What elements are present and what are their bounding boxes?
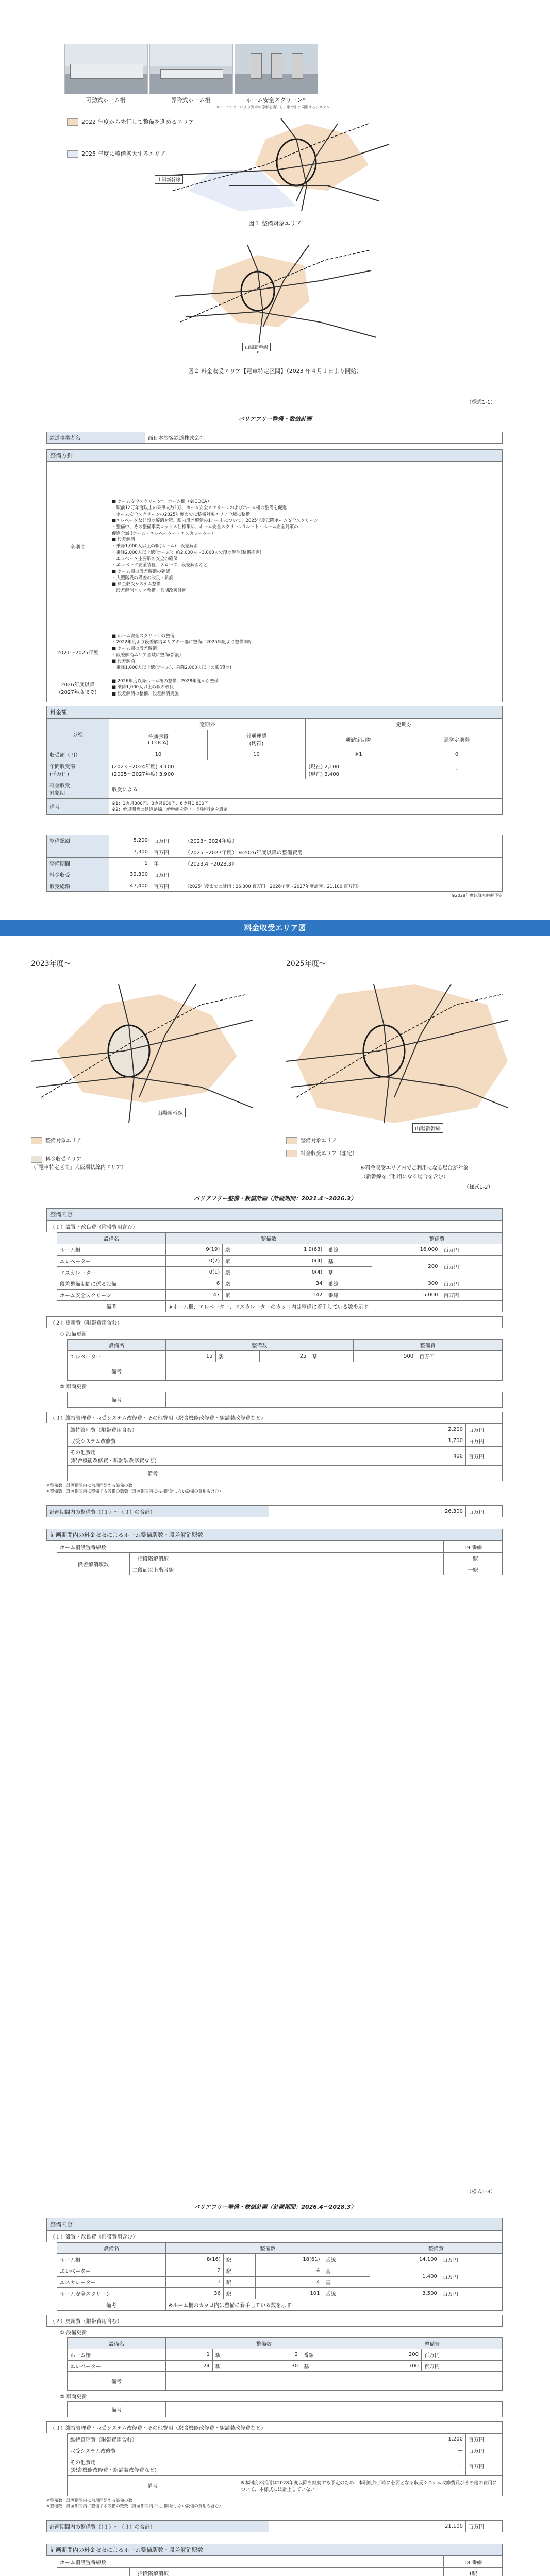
f3-maint1-unit: 百万円 — [466, 2445, 503, 2456]
fare-sub-1: 普通運賃 (ICOCA) — [109, 730, 208, 749]
f3-maint0-value: 1,200 — [238, 2434, 466, 2445]
legend-swatch-beige-3 — [286, 1137, 297, 1144]
fig3-right-map — [281, 974, 513, 1128]
overall-label: 全期間 — [47, 462, 109, 631]
fig3-right-title: 2025年度～ — [286, 960, 326, 968]
f3-upd0-unit2: 番線 — [301, 2349, 362, 2361]
f2-maint2-label: その他費用 (駅舎機能改修費・駅舗装改修費など) — [68, 1447, 238, 1466]
form2-col-cost: 整備費 — [372, 1233, 502, 1244]
summary-unit-2: 年 — [151, 858, 182, 869]
fare-type-header: 券種 — [47, 719, 109, 749]
form3-header: 整備内容 — [46, 2218, 503, 2230]
f2-upd0-cunit: 百万円 — [416, 1351, 503, 1362]
f3-row1-name: エレベーター — [57, 2265, 166, 2277]
form2-sec1: （１）設置・改良費（附帯費用含む） — [46, 1221, 503, 1232]
form2-total-unit: 百万円 — [466, 1506, 503, 1517]
summary-value-2: 5 — [109, 858, 151, 869]
f3-row0-cost: 14,100 — [370, 2254, 440, 2265]
form3-sec1: （１）設置・改良費（附帯費用含む） — [46, 2230, 503, 2242]
f2-upd-col-num: 整備数 — [166, 1340, 354, 1351]
f3-row3-unit2: 番線 — [323, 2288, 370, 2299]
form2-col-name: 設備名 — [57, 1233, 166, 1244]
photo-label-2: 昇降式ホーム柵 — [171, 97, 211, 104]
f2-row2-cunit: 百万円 — [441, 1256, 502, 1278]
photo-platform-safety-screen — [235, 44, 318, 94]
table-row — [68, 1447, 503, 1466]
fare-label: 料金額 — [46, 706, 503, 718]
form2-header: 整備内容 — [46, 1208, 503, 1221]
f2-row4-unit1: 駅 — [223, 1290, 254, 1301]
f2-row0-unit1: 駅 — [223, 1244, 254, 1256]
f3-row3-cunit: 百万円 — [440, 2288, 502, 2299]
fig1-caption: 図１ 整備対象エリア — [248, 220, 302, 227]
table-row — [57, 2288, 503, 2299]
summary-value-4: 47,400 — [109, 880, 151, 892]
f3-upd0-cost: 200 — [362, 2349, 421, 2361]
summary-label-2: 整備期間 — [47, 858, 109, 869]
table-row — [68, 1351, 503, 1362]
period1-text: ■ ホーム安全スクリーンの整備 ・2022年度より段差解消エリアの一部に整備、2025年度より整備開始 ■ ホーム柵の段差解消 ・段差解消エリア全域に整備(新設) ■ 段差解消 ・乗降1,000人以上駅(ホーム)、乗降2,000人以上の駅(段差) — [109, 631, 503, 673]
f2-maint-remark: 備考 — [68, 1466, 238, 1481]
f2-upd0-num2: 25 — [259, 1351, 309, 1362]
photo-label-1: 可動式ホーム柵 — [86, 97, 126, 104]
f3-maint2-value: — — [238, 2456, 466, 2476]
period2-text: ■ 2026年度以降ホーム柵の整備、2028年度から整備 ■ 乗降1,000人以上の駅の改良 ■ 段差解消の整備、段差解消実施 — [109, 673, 503, 702]
fare-row3-value: 収受による — [109, 779, 503, 799]
f2-row4-cost: 5,000 — [372, 1290, 441, 1301]
fare-sub-4: 通学定期券 — [411, 730, 503, 749]
table-row — [68, 2349, 503, 2361]
f3-maint1-value: — — [238, 2445, 466, 2456]
f3-row0-unit2: 番線 — [323, 2254, 370, 2265]
summary-footnote: ※2028年度以降も継続予定 — [451, 893, 503, 898]
f2-row1-unit2: 基 — [325, 1256, 372, 1267]
f3-row2-num1: 1 — [166, 2277, 224, 2288]
f3-maint0-label: 維持管理費（附帯費用含む） — [68, 2434, 238, 2445]
form1-title: バリアフリー整備・数値計画 — [238, 416, 312, 422]
f2-upd0-num1: 15 — [166, 1351, 216, 1362]
form3-sec2b: ② 車両更新 — [60, 2394, 87, 2400]
fare-row3-label: 料金収受 対象期 — [47, 779, 109, 799]
fig3-legend-right-2 — [286, 1149, 357, 1157]
f2-maint0-label: 維持管理費（附帯費用含む） — [68, 1424, 238, 1435]
form2-number: （様式1-2） — [464, 1184, 493, 1190]
form2-sec2b: ② 車両更新 — [60, 1384, 87, 1390]
f3-upd-col-cost: 整備費 — [362, 2338, 502, 2349]
form2-tbl2-title: 計画期間内の料金収収によるホーム整備駅数・段差解消駅数 — [46, 1529, 503, 1541]
f3-row2-unit2: 基 — [323, 2277, 370, 2288]
f3-upd1-cost: 700 — [362, 2361, 421, 2372]
fig3-legend-right-2-text: 料金収受エリア（想定） — [301, 1151, 357, 1157]
fig2-rail-map — [155, 234, 392, 358]
photo-movable-platform-gate — [64, 44, 148, 94]
f2-row3-num2: 34 — [254, 1278, 325, 1290]
fig3-right-shinkansen-label: 山陽新幹線 — [412, 1123, 443, 1133]
f3-upd1-num2: 30 — [254, 2361, 301, 2372]
f3-row0-num1: 8(16) — [166, 2254, 224, 2265]
f3-upd-col-num: 整備数 — [166, 2338, 362, 2349]
f2-row1-num2: 0(4) — [254, 1256, 325, 1267]
form2-footnotes: ※整備数：計画期間内に供用開始する設備の数 ※整備数：計画期間内に整備する設備の数数（計画期間内に供用開始しない設備の費用も含む） — [46, 1483, 223, 1494]
f2-maint1-unit: 百万円 — [466, 1435, 503, 1447]
form3-col-name: 設備名 — [57, 2243, 166, 2254]
form1-summary-section — [46, 835, 503, 899]
f2-row1-num1: 0(2) — [166, 1256, 223, 1267]
company-label: 鉄道事業者名 — [47, 432, 145, 444]
f3-upd-col-name: 設備名 — [68, 2338, 166, 2349]
form3-title: バリアフリー整備・数値計画（計画期間：2026.4～2028.3） — [193, 2204, 357, 2210]
form3-col-num: 整備数 — [166, 2243, 370, 2254]
f3-maint1-label: 収受システム改修費 — [68, 2445, 238, 2456]
form3-col-cost: 整備費 — [370, 2243, 503, 2254]
f3-upd0-num2: 2 — [254, 2349, 301, 2361]
fare-row2-label: 年間収受額 (千万円) — [47, 760, 109, 779]
f2-row4-cunit: 百万円 — [441, 1290, 502, 1301]
fig3-legend-left-2 — [31, 1149, 126, 1171]
table-row — [57, 2254, 503, 2265]
f3-t2-row0-value: 18 番線 — [443, 2556, 502, 2568]
fare-row1-4: 0 — [411, 749, 503, 760]
f2-maint2-unit: 百万円 — [466, 1447, 503, 1466]
f2-row2-cost: 200 — [372, 1256, 441, 1278]
f3-row0-unit1: 駅 — [223, 2254, 255, 2265]
fare-row1-2: 10 — [207, 749, 306, 760]
summary-unit-4: 百万円 — [151, 880, 182, 892]
photo-footnote: ※1：センサーにより列車の停車を検知し、扉や中に同期するシステム — [216, 105, 330, 109]
legend-swatch-gray — [31, 1156, 42, 1163]
f3-row1-num1: 2 — [166, 2265, 224, 2277]
f3-t2-row1-value: 1駅 — [443, 2568, 502, 2576]
f2-row0-name: ホーム柵 — [57, 1244, 166, 1256]
f2-row0-unit2: 番線 — [325, 1244, 372, 1256]
f3-row2-num2: 4 — [255, 2277, 323, 2288]
f3-row2-name: エスカレーター — [57, 2277, 166, 2288]
f2-row4-num1: 47 — [166, 1290, 223, 1301]
f2-sec2b-remark: 備考 — [68, 1392, 166, 1408]
summary-unit-1: 百万円 — [151, 846, 182, 858]
fig3-legend-right-1 — [286, 1136, 337, 1144]
table-row — [57, 1290, 503, 1301]
fig3-left-title: 2023年度～ — [31, 960, 71, 968]
f2-remark-text: ※ホーム柵、エレベーター、エスカレーターのカッコ内は整備に着手している数を示す — [166, 1301, 503, 1312]
fig1-rail-map — [111, 108, 394, 216]
f2-row0-cost: 16,000 — [372, 1244, 441, 1256]
form1-plan-section — [46, 449, 503, 702]
fig2-shinkansen-label: 山陽新幹線 — [242, 343, 271, 351]
f2-t2-row1-value: 一駅 — [443, 1553, 502, 1564]
f3-maint2-label: その他費用 (駅舎機能改修費・駅舗装改修費など) — [68, 2456, 238, 2476]
f3-maint2-unit: 百万円 — [466, 2456, 503, 2476]
fare-note-label: 備考 — [47, 799, 109, 815]
f3-upd1-cunit: 百万円 — [421, 2361, 502, 2372]
summary-value-0: 5,200 — [109, 835, 151, 846]
summary-label-3: 料金収受 — [47, 869, 109, 880]
form2-sec2a: ① 設備更新 — [60, 1332, 87, 1337]
f2-upd0-cost: 500 — [353, 1351, 416, 1362]
photo-label-3: ホーム安全スクリーン* — [246, 97, 306, 104]
form1-number: （様式1-1） — [466, 400, 496, 405]
form3-tbl2-title: 計画期間内の料金収収によるホーム整備駅数・段差解消駅数 — [46, 2544, 503, 2556]
f3-upd1-unit2: 基 — [301, 2361, 362, 2372]
form1-fare-section — [46, 706, 503, 815]
table-row — [68, 1435, 503, 1447]
period2-label: 2026年度以降 (2027年度まで) — [47, 673, 109, 702]
table-row — [68, 2434, 503, 2445]
f2-t2-row1-label: 段差解消駅数 — [57, 1553, 130, 1575]
f3-upd0-cunit: 百万円 — [421, 2349, 502, 2361]
legend-swatch-blue — [67, 150, 78, 158]
summary-unit-0: 百万円 — [151, 835, 182, 846]
f3-upd0-name: ホーム柵 — [68, 2349, 166, 2361]
summary-label-1 — [47, 846, 109, 858]
legend-2022-text: 2022 年度から先行して整備を進めるエリア — [81, 118, 194, 125]
f3-remark-text: ※ホーム柵のカッコ内は整備に着手している数を示す — [166, 2299, 503, 2311]
f2-row3-unit2: 番線 — [325, 1278, 372, 1290]
fare-area-banner: 料金収受エリア図 — [0, 920, 550, 936]
fig3-note-1: ※料金収受エリア内でご利用になる場合が対象 — [361, 1165, 469, 1171]
f2-maint2-value: 400 — [238, 1447, 466, 1466]
f3-upd1-unit1: 駅 — [212, 2361, 254, 2372]
f2-maint0-unit: 百万円 — [466, 1424, 503, 1435]
f3-row3-name: ホーム安全スクリーン — [57, 2288, 166, 2299]
form3-sec2: （２）更新費（附帯費用含む） — [46, 2315, 503, 2327]
summary-note-3 — [182, 869, 503, 880]
f2-row4-unit2: 番線 — [325, 1290, 372, 1301]
f2-row1-unit1: 駅 — [223, 1256, 254, 1267]
form2-col-num: 整備数 — [166, 1233, 372, 1244]
f2-row2-num2: 0(4) — [254, 1267, 325, 1278]
f2-row1-name: エレベーター — [57, 1256, 166, 1267]
fig1-shinkansen-label: 山陽新幹線 — [155, 175, 183, 184]
summary-note-1: （2025～2027年度） ※2026年度以降の整備費用 — [182, 846, 503, 858]
plan-label: 整備方針 — [46, 449, 503, 462]
table-row — [68, 2361, 503, 2372]
fare-row1-label: 収受額（円） — [47, 749, 109, 760]
summary-note-2: （2023.4～2028.3） — [182, 858, 503, 869]
f2-upd0-unit1: 駅 — [215, 1351, 259, 1362]
form3-total-label: 計画期間内の整備費（（１）～（３）の合計） — [47, 2521, 269, 2532]
form2-total-value: 26,300 — [269, 1506, 466, 1517]
f2-t2-row1-sub: 一括段階解消駅 — [130, 1553, 444, 1564]
f3-row1-unit1: 駅 — [223, 2265, 255, 2277]
fare-col-3: 定期券 — [306, 719, 503, 730]
fig3-note-2: （新幹線をご利用になる場合を含む） — [361, 1174, 448, 1180]
legend-swatch-beige-2 — [31, 1137, 42, 1144]
form2-total-label: 計画期間内の整備費（（１）～（３）の合計） — [47, 1506, 269, 1517]
legend-swatch-beige — [67, 118, 78, 126]
summary-note-4: （2025年度までの計画 : 26,300 百万円 2026年度～2027年度計画 : 21,100 百万円） — [182, 880, 503, 892]
fare-row2-4: - — [411, 760, 503, 779]
form1-company-section — [46, 432, 503, 444]
fare-sub-2: 普通運賃 (切符) — [207, 730, 306, 749]
table-row — [68, 2445, 503, 2456]
f2-row2-name: エスカレーター — [57, 1267, 166, 1278]
form2-sec2: （２）更新費（附帯費用含む） — [46, 1316, 503, 1328]
f3-row1-unit2: 基 — [323, 2265, 370, 2277]
form3-total-value: 21,100 — [269, 2521, 466, 2532]
f3-maint-remark-text: ※本制度の活用は2028年度以降も継続する予定のため、本制度終了時に必要となる収受システム改修費及びその他の費用について、本様式には計上していない — [238, 2476, 503, 2496]
summary-label-0: 整備総額 — [47, 835, 109, 846]
summary-value-1: 7,300 — [109, 846, 151, 858]
f3-maint0-unit: 百万円 — [466, 2434, 503, 2445]
f2-row4-name: ホーム安全スクリーン — [57, 1290, 166, 1301]
legend-swatch-beige-4 — [286, 1150, 297, 1157]
f3-row3-cost: 3,500 — [370, 2288, 440, 2299]
form2-body — [46, 1208, 503, 1575]
f2-t2-row0-value: 19 番線 — [443, 1541, 502, 1553]
f2-row0-cunit: 百万円 — [441, 1244, 502, 1256]
f3-upd1-name: エレベーター — [68, 2361, 166, 2372]
f2-upd0-name: エレベーター — [68, 1351, 166, 1362]
f2-upd-remark: 備考 — [68, 1362, 166, 1381]
table-row — [68, 1424, 503, 1435]
fare-note-text: ※1：1カ月300円、3カ月900円、6カ月1,800円 ※2：新規開業の鉄道路線、新幹線を除く・別途料金を設定 — [109, 799, 503, 815]
f2-maint1-label: 収受システム改修費 — [68, 1435, 238, 1447]
f2-row3-num1: 6 — [166, 1278, 223, 1290]
f2-upd0-unit2: 基 — [309, 1351, 353, 1362]
f2-row0-num2: 1 9(63) — [254, 1244, 325, 1256]
form3-sec2a: ① 設備更新 — [60, 2330, 87, 2336]
table-row — [57, 1278, 503, 1290]
company-value: 西日本旅客鉄道株式会社 — [145, 432, 503, 444]
f2-t2-row2-sub: 二段面以上階段駅 — [130, 1564, 444, 1575]
f3-sec2b-remark: 備考 — [68, 2402, 166, 2417]
f3-row2-unit1: 駅 — [223, 2277, 255, 2288]
f3-row2-cunit: 百万円 — [440, 2265, 502, 2288]
f3-maint-remark: 備考 — [68, 2476, 238, 2496]
form3-number: （様式1-3） — [466, 2189, 496, 2195]
f3-upd0-num1: 1 — [166, 2349, 213, 2361]
form3-body — [46, 2218, 503, 2576]
f2-row3-cost: 300 — [372, 1278, 441, 1290]
form3-sec3: （３）維持管理費・収受システム改修費・その他費用（駅舎機能改修費・駅舗装改修費など） — [46, 2421, 503, 2433]
summary-label-4: 収受総額 — [47, 880, 109, 892]
f2-t2-row0-label: ホーム柵設置番線数 — [57, 1541, 444, 1553]
legend-2025-text: 2025 年度に整備拡大するエリア — [81, 150, 166, 157]
f2-maint1-value: 1,700 — [238, 1435, 466, 1447]
f3-upd0-unit1: 駅 — [212, 2349, 254, 2361]
f2-row3-name: 段差整備期間に係る設備 — [57, 1278, 166, 1290]
fare-row2-3: (現在) 2,100 (現在) 3,400 — [306, 760, 411, 779]
fig3-legend-left-1 — [31, 1136, 81, 1144]
f2-row0-num1: 9(19) — [166, 1244, 223, 1256]
f2-row2-unit1: 駅 — [223, 1267, 254, 1278]
table-row — [57, 2265, 503, 2277]
fare-sub-3: 通勤定期券 — [306, 730, 411, 749]
f3-t2-row0-label: ホーム柵設置番線数 — [57, 2556, 444, 2568]
table-row — [57, 1256, 503, 1267]
f3-row2-cost: 1,400 — [370, 2265, 440, 2288]
f3-t2-row1-sub: 一括段階解消駅 — [130, 2568, 444, 2576]
f2-row2-unit2: 基 — [325, 1267, 372, 1278]
f3-row0-name: ホーム柵 — [57, 2254, 166, 2265]
fare-col-1: 定期外 — [109, 719, 306, 730]
fare-row1-3: ※1 — [306, 749, 411, 760]
summary-value-3: 32,300 — [109, 869, 151, 880]
period1-label: 2021～2025年度 — [47, 631, 109, 673]
f3-row0-cunit: 百万円 — [440, 2254, 502, 2265]
f3-row0-num2: 18(61) — [255, 2254, 323, 2265]
form2-title: バリアフリー整備・数値計画（計画期間：2021.4～2026.3） — [193, 1195, 357, 1202]
photo-lifting-platform-gate — [149, 44, 233, 94]
fig2-caption: 図２ 料金収受エリア【電車特定区間】（2023 年４月１日より開始） — [188, 368, 362, 375]
f3-row1-num2: 4 — [255, 2265, 323, 2277]
f2-t2-row2-value: 一駅 — [443, 1564, 502, 1575]
f3-upd1-num1: 24 — [166, 2361, 213, 2372]
summary-note-0: （2023～2024年度） — [182, 835, 503, 846]
f2-maint0-value: 2,200 — [238, 1424, 466, 1435]
fig3-left-map — [26, 974, 258, 1128]
form3-footnotes: ※整備数：計画期間内に供用開始する設備の数 ※整備数：計画期間内に整備する設備の数数（計画期間内に供用開始しない設備の費用も含む） — [46, 2498, 223, 2509]
fig3-legend-right-1-text: 整備対象エリア — [301, 1138, 337, 1144]
f2-row3-cunit: 百万円 — [441, 1278, 502, 1290]
f2-remark-label: 備考 — [57, 1301, 166, 1312]
form2-sec3: （３）維持管理費・収受システム改修費・その他費用（駅舎機能改修費・駅舗装改修費など） — [46, 1412, 503, 1423]
f2-row2-num1: 0(1) — [166, 1267, 223, 1278]
f2-row3-unit1: 駅 — [223, 1278, 254, 1290]
f3-row3-unit1: 駅 — [223, 2288, 255, 2299]
table-row — [68, 2456, 503, 2476]
fare-row2-1: (2023～2024年度) 3,100 (2025～2027年度) 3,900 — [109, 760, 306, 779]
f3-remark-label: 備考 — [57, 2299, 166, 2311]
f3-t2-row1-label — [57, 2568, 130, 2576]
f2-upd-col-name: 設備名 — [68, 1340, 166, 1351]
f3-row3-num2: 101 — [255, 2288, 323, 2299]
overall-text: ■ ホーム安全スクリーン*、ホーム柵（※ICOCA） ・駅前12万年度以上の乗車人数1万、ホーム安全スクリーンおよびホーム柵の整備を促進 ・ホーム安全スクリーンの2025年度までに整備対象エリア全域に整備 ■エレベータなど段差解消対策、駅内段差解消の1ルートについて、2025年度以降ホーム安全スクリーン ・整備中、その整備事業ロックス仕様集め、ホーム安全スクリーン1ルート・ホーム安全対策の 促進全域 (ホーム・エレベーター・エスカレーター) ■ 段差解消 ・乗降1,000人以上の駅(ホーム)：段差解消 ・乗降2,000人以上駅(ホーム)：約2,000人～3,000人で段差解消(整備推進) ・エレベータ主要駅の安全の確保 ・エレベータ安全装置、スロープ、段差解消など ■ ホーム柵の段差解消の確認 ・大型階段の段差の改良・新設 ■ 料金収受システム整備 ・段差解消エリア整備・長期改善計画 — [109, 462, 503, 631]
f3-row3-num1: 36 — [166, 2288, 224, 2299]
table-row — [57, 1244, 503, 1256]
f3-upd-remark: 備考 — [68, 2372, 166, 2391]
f2-upd-col-cost: 整備費 — [353, 1340, 502, 1351]
fig3-legend-left-2-text: 料金収受エリア （「電車特定区間」大阪環状線内エリア） — [31, 1157, 126, 1171]
fig3-left-shinkansen-label: 山陽新幹線 — [155, 1108, 186, 1117]
fig3-legend-left-1-text: 整備対象エリア — [45, 1138, 81, 1144]
form3-total-unit: 百万円 — [466, 2521, 503, 2532]
summary-unit-3: 百万円 — [151, 869, 182, 880]
fare-row1-1: 10 — [109, 749, 208, 760]
f2-row4-num2: 142 — [254, 1290, 325, 1301]
